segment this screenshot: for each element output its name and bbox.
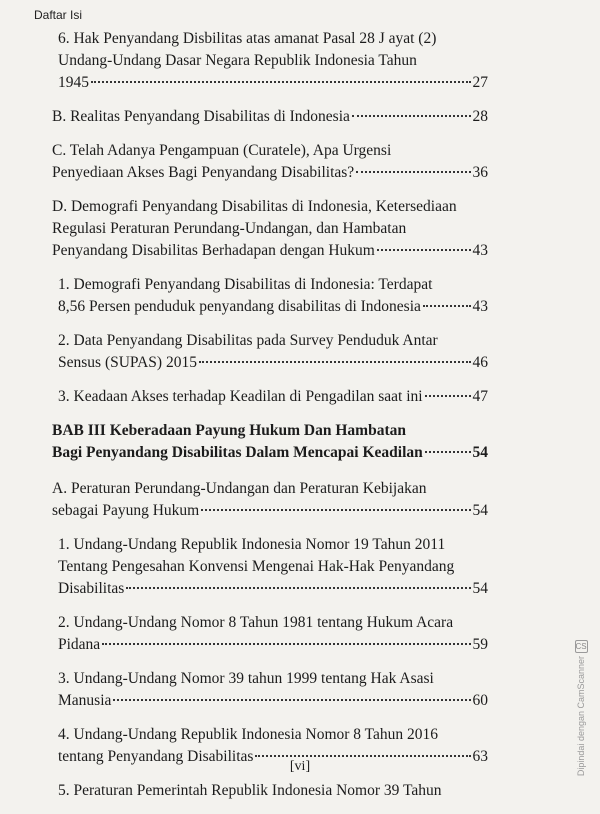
dot-leader xyxy=(356,171,470,173)
toc-entry-demografi xyxy=(52,196,488,262)
toc-entry-text: 2. Data Penyandang Disabilitas pada Survey Penduduk Antar xyxy=(58,332,438,349)
toc-entry-demografi-persen xyxy=(52,274,488,318)
toc-entry-text: Sensus (SUPAS) 2015 xyxy=(58,354,197,371)
running-head: Daftar Isi xyxy=(34,8,83,22)
dot-leader xyxy=(423,305,471,307)
toc-entry-text: 1945 xyxy=(58,74,89,91)
page-number: 28 xyxy=(472,108,488,125)
toc-entry-text: 5. Peraturan Pemerintah Republik Indonesia Nomor 39 Tahun xyxy=(58,782,442,799)
toc-entry-last-line xyxy=(52,442,488,464)
toc-entry-uu-39-1999 xyxy=(52,668,488,712)
toc-entry-peraturan xyxy=(52,478,488,522)
page-number: 59 xyxy=(472,636,488,653)
dot-leader xyxy=(201,509,470,511)
page-number: 46 xyxy=(472,354,488,371)
page-number: 60 xyxy=(472,692,488,709)
camscanner-watermark xyxy=(574,640,588,777)
toc-entry-last-line xyxy=(58,72,488,94)
toc-entry-last-line xyxy=(52,240,488,262)
toc-entry-last-line xyxy=(52,162,488,184)
page-number: 63 xyxy=(472,748,488,765)
toc-entry-text: Penyediaan Akses Bagi Penyandang Disabilitas? xyxy=(52,164,355,181)
toc-entry-text: 8,56 Persen penduduk penyandang disabilitas di Indonesia xyxy=(58,298,421,315)
dot-leader xyxy=(425,451,471,453)
page-number: 54 xyxy=(472,580,488,597)
toc-entry-text: 3. Keadaan Akses terhadap Keadilan di Pengadilan saat ini xyxy=(58,388,423,405)
toc-entry-text: 1. Undang-Undang Republik Indonesia Nomor 19 Tahun 2011 xyxy=(58,536,446,553)
toc-entry-pp-39 xyxy=(52,780,488,802)
dot-leader xyxy=(126,587,470,589)
toc-entry-text: Tentang Pengesahan Konvensi Mengenai Hak-Hak Penyandang xyxy=(58,558,455,575)
page-number: 54 xyxy=(472,502,488,519)
toc-entry-hak-penyandang xyxy=(52,28,488,94)
dot-leader xyxy=(377,249,471,251)
toc-entry-realitas xyxy=(52,106,488,128)
toc-entry-akses-keadilan xyxy=(52,386,488,408)
page-number: 54 xyxy=(472,444,488,461)
toc-entry-last-line xyxy=(58,386,488,408)
table-of-contents xyxy=(52,28,488,814)
dot-leader xyxy=(102,643,470,645)
dot-leader xyxy=(352,115,471,117)
toc-entry-text: B. Realitas Penyandang Disabilitas di Indonesia xyxy=(52,108,350,125)
toc-entry-text: 6. Hak Penyandang Disbilitas atas amanat Pasal 28 J ayat (2) xyxy=(58,30,437,47)
page-number: 36 xyxy=(472,164,488,181)
toc-entry-last-line xyxy=(58,352,488,374)
toc-entry-text: D. Demografi Penyandang Disabilitas di Indonesia, Ketersediaan xyxy=(52,198,457,215)
toc-entry-text: Bagi Penyandang Disabilitas Dalam Mencapai Keadilan xyxy=(52,444,423,461)
toc-entry-last-line xyxy=(58,578,488,600)
camscanner-icon: CS xyxy=(575,642,587,651)
toc-entry-text: 4. Undang-Undang Republik Indonesia Nomor 8 Tahun 2016 xyxy=(58,726,439,743)
dot-leader xyxy=(425,395,471,397)
toc-entry-text: BAB III Keberadaan Payung Hukum Dan Hambatan xyxy=(52,422,406,439)
toc-entry-text: Penyandang Disabilitas Berhadapan dengan Hukum xyxy=(52,242,375,259)
dot-leader xyxy=(113,699,470,701)
toc-entry-last-line xyxy=(58,296,488,318)
toc-entry-text: Undang-Undang Dasar Negara Republik Indonesia Tahun xyxy=(58,52,417,69)
dot-leader xyxy=(199,361,471,363)
page-number: 43 xyxy=(472,242,488,259)
page-number: 27 xyxy=(472,74,488,91)
toc-entry-text: 1. Demografi Penyandang Disabilitas di Indonesia: Terdapat xyxy=(58,276,433,293)
dot-leader xyxy=(91,81,471,83)
toc-entry-pengampuan xyxy=(52,140,488,184)
toc-entry-last-line xyxy=(52,500,488,522)
dot-leader xyxy=(255,755,470,757)
toc-entry-text: Disabilitas xyxy=(58,580,125,597)
toc-entry-uu-19-2011 xyxy=(52,534,488,600)
toc-entry-last-line xyxy=(58,634,488,656)
toc-entry-text: Manusia xyxy=(58,692,112,709)
toc-entry-last-line xyxy=(52,106,488,128)
toc-entry-text: tentang Penyandang Disabilitas xyxy=(58,748,254,765)
toc-entry-bab-iii xyxy=(52,420,488,464)
toc-entry-text: Pidana xyxy=(58,636,101,653)
toc-entry-text: 3. Undang-Undang Nomor 39 tahun 1999 tentang Hak Asasi xyxy=(58,670,434,687)
toc-entry-text: sebagai Payung Hukum xyxy=(52,502,200,519)
toc-entry-uu-8-1981 xyxy=(52,612,488,656)
toc-entry-text: 2. Undang-Undang Nomor 8 Tahun 1981 tentang Hukum Acara xyxy=(58,614,454,631)
toc-entry-text: A. Peraturan Perundang-Undangan dan Peraturan Kebijakan xyxy=(52,480,427,497)
toc-entry-supas xyxy=(52,330,488,374)
page-number: 43 xyxy=(472,298,488,315)
toc-entry-last-line xyxy=(58,690,488,712)
page-footer-number: [vi] xyxy=(289,759,311,774)
page-number: 47 xyxy=(472,388,488,405)
watermark-text: Dipindai dengan CamScanner xyxy=(576,656,586,777)
toc-entry-text: Regulasi Peraturan Perundang-Undangan, dan Hambatan xyxy=(52,220,407,237)
toc-entry-text: C. Telah Adanya Pengampuan (Curatele), Apa Urgensi xyxy=(52,142,392,159)
